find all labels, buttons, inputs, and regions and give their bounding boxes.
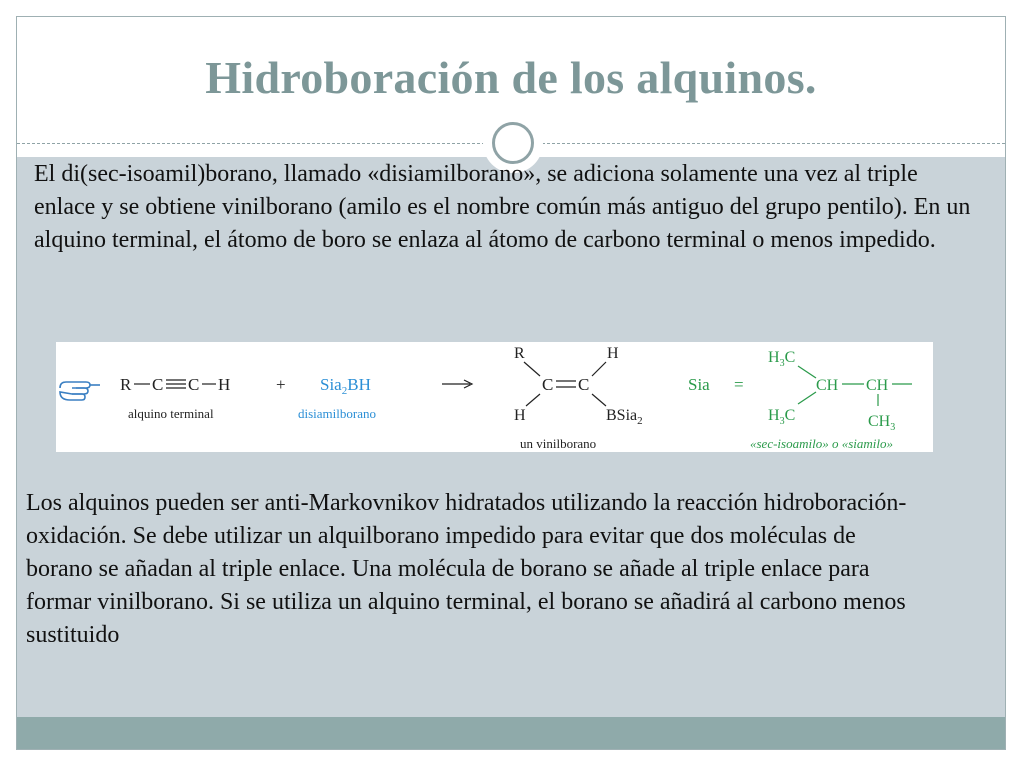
- label-alquino-terminal: alquino terminal: [128, 406, 214, 421]
- paragraph-2-text: Los alquinos pueden ser anti-Markovnikov hidratados utilizando la reacción hidroboración-oxidación. Se debe utilizar un alquilborano impedido para evitar que dos moléculas de borano se añadan al triple enlace. Una molécula de borano se añade al triple enlace para formar vinilborano. Si se utiliza un alquino terminal, el borano se añadirá al carbono menos sustituido: [26, 490, 907, 648]
- reagent-sia: Sia: [320, 375, 342, 394]
- reaction-scheme-svg: [56, 342, 933, 452]
- product-c1: C: [542, 375, 554, 394]
- product-c2: C: [578, 375, 590, 394]
- atom-c1: C: [152, 375, 164, 394]
- atom-r: R: [120, 375, 132, 394]
- pointing-hand-icon: [60, 382, 100, 400]
- paragraph-1-text: El di(sec-isoamil)borano, llamado «disiamilborano», se adiciona solamente una vez al triple enlace y se obtiene vinilborano (amilo es el nombre común más antiguo del grupo pentilo). En un alquino terminal, el átomo de boro se enlaza al átomo de carbono terminal o menos impedido.: [34, 161, 971, 253]
- paragraph-disiamilborano: [34, 158, 984, 257]
- ch-2: CH: [866, 377, 889, 394]
- product-bsia-sub: 2: [637, 415, 643, 427]
- h3c-top: [768, 349, 795, 369]
- reaction-scheme: [56, 342, 933, 452]
- sia-symbol: Sia: [688, 375, 710, 394]
- product-bsia: BSia: [606, 407, 638, 424]
- h3c-bottom: [768, 407, 795, 427]
- reaction-arrow-icon: [442, 380, 472, 388]
- h3c-bot-c: C: [784, 407, 796, 424]
- product-bsia2: [606, 407, 643, 427]
- plus-sign: +: [276, 375, 286, 394]
- h3c-top-h: H: [768, 349, 780, 366]
- h3c-bot-h: H: [768, 407, 780, 424]
- h3c-top-c: C: [784, 349, 796, 366]
- reagent-sub: 2: [341, 385, 348, 397]
- product-h-top: H: [607, 345, 619, 362]
- atom-h1: H: [218, 375, 231, 394]
- reagent-formula: [320, 375, 371, 397]
- label-vinilborano: un vinilborano: [520, 436, 597, 451]
- product-r: R: [514, 345, 525, 362]
- label-disiamilborano: disiamilborano: [298, 406, 376, 421]
- equals-sign: =: [734, 375, 744, 394]
- h3c-bot-sub: 3: [779, 416, 785, 427]
- ch3-ch: CH: [868, 413, 891, 430]
- label-siamilo: «sec-isoamilo» o «siamilo»: [750, 436, 893, 451]
- ch3-group: [868, 413, 895, 433]
- reagent-bh: BH: [347, 375, 371, 394]
- slide-title: Hidroboración de los alquinos.: [205, 52, 817, 103]
- ch3-sub: 3: [890, 422, 896, 433]
- footer-band: [17, 717, 1005, 750]
- paragraph-hidratacion: [26, 487, 926, 652]
- product-h-bottom: H: [514, 407, 526, 424]
- ch-1: CH: [816, 377, 839, 394]
- atom-c2: C: [188, 375, 200, 394]
- h3c-top-sub: 3: [779, 358, 785, 369]
